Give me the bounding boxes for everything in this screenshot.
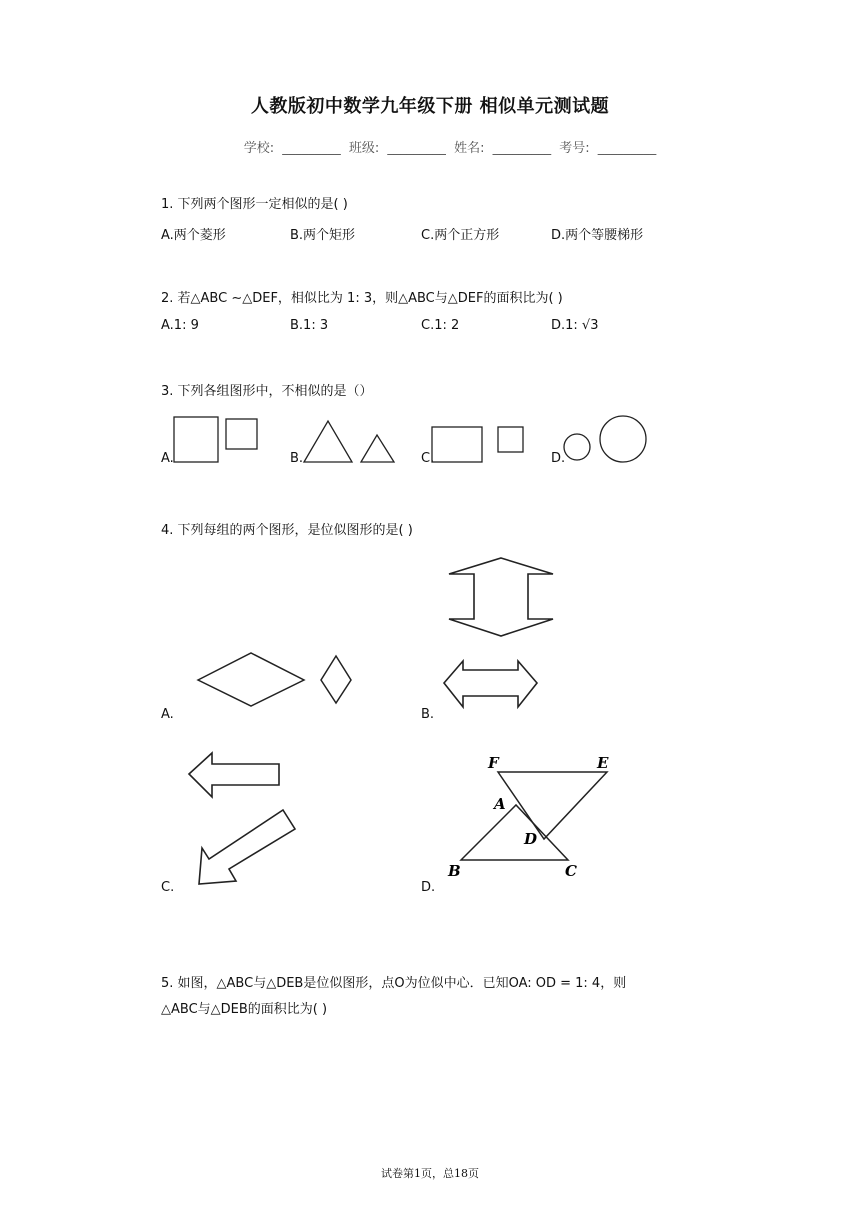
q4-d-figure: [440, 750, 620, 885]
q3-a-small-square: [226, 419, 257, 449]
q3-option-c: C.: [421, 451, 435, 466]
class-label: 班级:: [348, 141, 380, 156]
point-e-label: E: [597, 754, 609, 772]
class-blank: _________: [387, 141, 446, 156]
q1-option-b: B.两个矩形: [290, 228, 356, 243]
q1-option-d: D.两个等腰梯形: [551, 228, 644, 243]
q4-option-c: C.: [161, 880, 175, 895]
name-blank: _________: [492, 141, 552, 156]
q4-a-figure: [190, 640, 370, 710]
point-f-label: F: [488, 754, 499, 772]
q3-option-a: A.: [161, 451, 174, 466]
point-d-label: D: [524, 830, 538, 848]
q4-c-diagonal-arrow: [199, 810, 295, 884]
q3-b-small-triangle: [361, 435, 394, 462]
id-blank: _________: [597, 141, 657, 156]
point-a-label: A: [494, 795, 506, 813]
page-title: 人教版初中数学九年级下册 相似单元测试题: [250, 96, 610, 117]
q4-a-large-rhombus: [198, 653, 304, 706]
q4-a-small-rhombus: [321, 656, 351, 703]
q3-option-b: B.: [290, 451, 304, 466]
q4-b-small-arrow: [444, 661, 537, 707]
q1-option-c: C.两个正方形: [421, 228, 500, 243]
q3-d-small-circle: [564, 434, 590, 460]
q2-option-c: C.1: 2: [421, 318, 460, 333]
point-c-label: C: [565, 862, 577, 880]
q4-option-a: A.: [161, 707, 174, 722]
q2-option-d: D.1: √3: [551, 318, 599, 333]
name-label: 姓名:: [454, 141, 485, 156]
q4-b-large-arrow: [449, 558, 553, 636]
question-5-line-1: 5. 如图，△ABC与△DEB是位似图形，点O为位似中心．已知OA: OD = 1: 4，则: [161, 976, 627, 991]
q4-d-triangle-def: [498, 772, 607, 839]
question-5-line-2: △ABC与△DEB的面积比为( ): [161, 1002, 328, 1017]
q4-option-b: B.: [421, 707, 435, 722]
q2-option-b: B.1: 3: [290, 318, 329, 333]
q4-c-figure: [185, 750, 305, 890]
q4-c-left-arrow: [189, 753, 279, 797]
q3-c-rectangle: [432, 427, 482, 462]
q3-d-large-circle: [600, 416, 646, 462]
school-label: 学校:: [243, 141, 275, 156]
q2-option-a: A.1: 9: [161, 318, 199, 333]
question-2-stem: 2. 若△ABC ∼△DEF，相似比为 1: 3，则△ABC与△DEF的面积比为( ): [161, 291, 563, 306]
q4-b-figure: [440, 555, 570, 720]
q4-option-d: D.: [421, 880, 436, 895]
question-4-stem: 4. 下列每组的两个图形，是位似图形的是( ): [161, 523, 413, 538]
student-info-line: [0, 137, 860, 156]
question-3-stem: 3. 下列各组图形中，不相似的是（）: [161, 384, 373, 399]
q3-c-square: [498, 427, 523, 452]
point-b-label: B: [448, 862, 461, 880]
q1-option-a: A.两个菱形: [161, 228, 226, 243]
id-label: 考号:: [559, 141, 590, 156]
q3-b-large-triangle: [304, 421, 352, 462]
q3-figures: [160, 410, 660, 470]
q3-a-large-square: [174, 417, 218, 462]
q4-d-triangle-abc: [461, 805, 568, 860]
school-blank: _________: [282, 141, 341, 156]
question-1-stem: 1. 下列两个图形一定相似的是( ): [161, 197, 348, 212]
page-footer: 试卷第1页，总18页: [381, 1167, 479, 1180]
q3-option-d: D.: [551, 451, 566, 466]
